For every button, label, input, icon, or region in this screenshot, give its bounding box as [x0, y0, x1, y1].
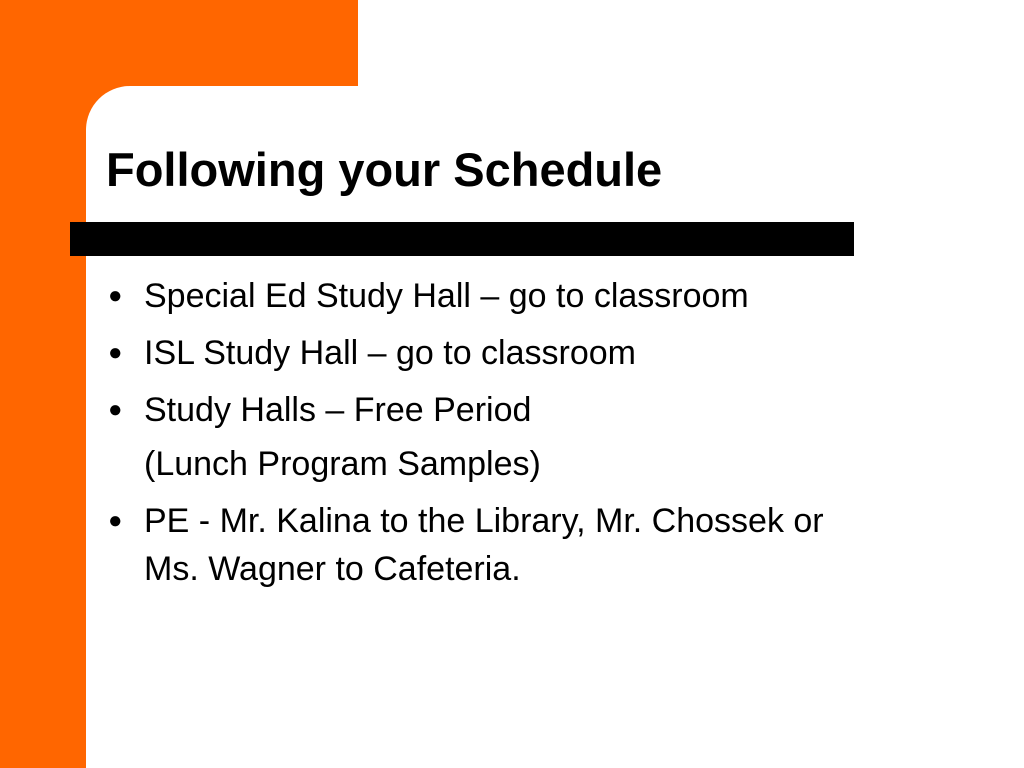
list-item-text: (Lunch Program Samples)	[144, 445, 541, 483]
bullet-icon: ●	[108, 396, 123, 423]
list-item	[106, 386, 966, 434]
bullet-icon: ●	[108, 507, 123, 534]
list-item-text: PE - Mr. Kalina to the Library, Mr. Chossek or	[144, 502, 824, 540]
list-item	[106, 497, 966, 593]
slide-title: Following your Schedule	[106, 143, 663, 196]
list-item-text: Study Halls – Free Period	[144, 391, 532, 429]
list-item-text-continuation: Ms. Wagner to Cafeteria.	[144, 550, 521, 588]
top-white-area	[358, 0, 1024, 86]
list-item	[106, 440, 966, 488]
list-item-text: ISL Study Hall – go to classroom	[144, 334, 636, 372]
list-item-text: Special Ed Study Hall – go to classroom	[144, 277, 749, 315]
list-item	[106, 272, 966, 320]
title-divider-bar	[70, 222, 854, 256]
bullet-icon: ●	[108, 282, 123, 309]
list-item	[106, 329, 966, 377]
bullet-icon: ●	[108, 339, 123, 366]
bullet-list	[106, 272, 966, 602]
